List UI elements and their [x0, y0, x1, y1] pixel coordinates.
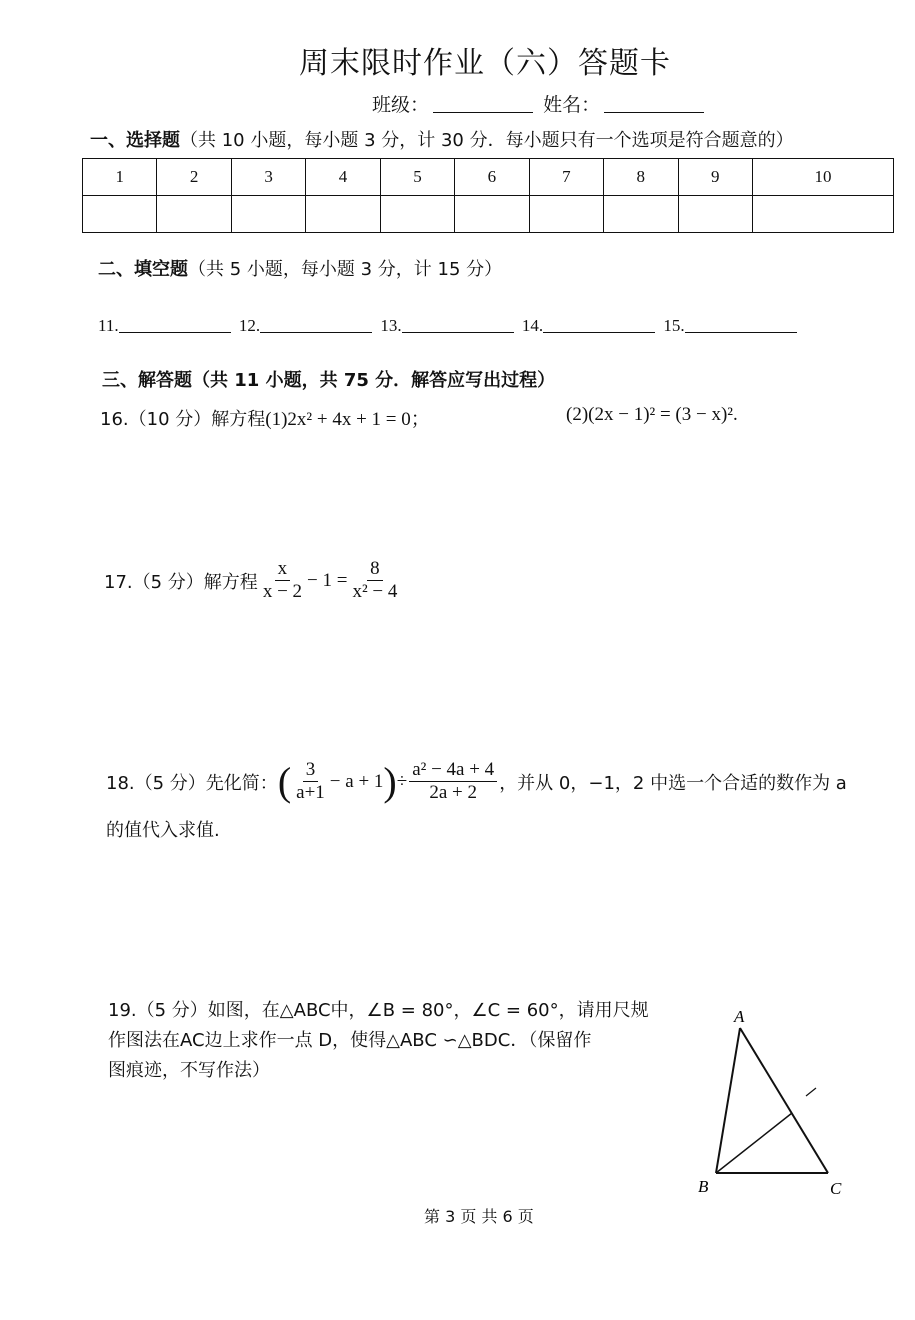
section3-heading [102, 366, 555, 392]
triangle-abc-figure [690, 1000, 860, 1200]
q18-den1: a+1 [296, 782, 325, 803]
construction-line-bd [716, 1113, 792, 1173]
choice-answer-cell[interactable] [306, 196, 380, 233]
choice-number: 2 [157, 159, 231, 196]
question-16 [100, 404, 430, 431]
fill-item-label: 12. [238, 316, 261, 335]
q17-label: 17.（5 分）解方程 [104, 571, 258, 593]
class-label: 班级： [372, 94, 430, 116]
choice-answer-cell[interactable] [83, 196, 157, 233]
vertex-b-label: B [698, 1177, 709, 1196]
choice-number: 5 [380, 159, 454, 196]
q16-label: 16.（10 分）解方程 [100, 409, 266, 430]
choice-answer-row [83, 196, 894, 233]
fill-blank-row [98, 316, 801, 336]
choice-answer-cell[interactable] [604, 196, 678, 233]
choice-number-row [83, 159, 894, 196]
choice-answer-cell[interactable] [529, 196, 603, 233]
fill-item-label: 14. [521, 316, 544, 335]
fill-item-label: 11. [98, 316, 119, 335]
q17-den2: x² − 4 [352, 581, 398, 602]
q17-num2: 8 [367, 558, 383, 581]
question-16-part2 [566, 404, 738, 426]
question-19-line3: 图痕迹，不写作法） [108, 1060, 270, 1081]
vertex-c-label: C [830, 1179, 842, 1198]
student-info [372, 90, 708, 117]
choice-answer-cell[interactable] [678, 196, 752, 233]
q17-den1: x − 2 [262, 581, 303, 602]
question-18 [106, 758, 847, 805]
section1-title: 一、选择题 [90, 130, 180, 151]
q17-num1: x [275, 558, 291, 581]
q18-den2: 2a + 2 [429, 782, 478, 803]
q18-left-paren: ( [277, 759, 292, 804]
fill-blank-11[interactable] [119, 332, 231, 333]
q17-fraction-1 [260, 558, 305, 603]
side-ac [740, 1028, 828, 1173]
choice-answer-cell[interactable] [752, 196, 893, 233]
section1-heading [90, 126, 794, 152]
choice-answer-cell[interactable] [380, 196, 454, 233]
name-blank[interactable] [604, 112, 704, 113]
section1-desc: （共 10 小题，每小题 3 分，计 30 分．每小题只有一个选项是符合题意的） [180, 130, 794, 151]
choice-number: 1 [83, 159, 157, 196]
q18-div: ÷ [396, 770, 408, 792]
choice-answer-table [82, 158, 894, 233]
question-18-line2 [106, 816, 220, 842]
name-label: 姓名： [543, 94, 601, 116]
q16-part2: (2)(2x − 1)² = (3 − x)². [566, 404, 738, 425]
choice-number: 10 [752, 159, 893, 196]
section2-desc: （共 5 小题，每小题 3 分，计 15 分） [188, 259, 503, 280]
choice-answer-cell[interactable] [157, 196, 231, 233]
q18-fraction-1 [293, 759, 328, 804]
q18-line2: 的值代入求值. [106, 820, 220, 841]
q18-right-paren: ) [383, 759, 397, 804]
question-17 [104, 558, 402, 603]
section2-title: 二、填空题 [98, 259, 188, 280]
q18-tail: ，并从 0，−1，2 中选一个合适的数作为 a [499, 772, 847, 794]
q18-fraction-2 [409, 759, 497, 804]
section2-heading [98, 255, 502, 281]
construction-arc-mark [806, 1088, 816, 1096]
choice-number: 7 [529, 159, 603, 196]
fill-item-label: 13. [380, 316, 402, 335]
choice-number: 8 [604, 159, 678, 196]
side-ab [716, 1028, 740, 1173]
vertex-a-label: A [734, 1007, 745, 1026]
q18-num1: 3 [303, 759, 319, 782]
choice-answer-cell[interactable] [455, 196, 529, 233]
page-title: 周末限时作业（六）答题卡 [299, 46, 671, 81]
fill-blank-14[interactable] [543, 332, 655, 333]
section3-title: 三、解答题（共 11 小题，共 75 分．解答应写出过程） [102, 370, 556, 391]
choice-number: 3 [231, 159, 305, 196]
fill-item-label: 15. [663, 316, 685, 335]
fill-blank-15[interactable] [685, 332, 797, 333]
q18-num2: a² − 4a + 4 [409, 759, 497, 782]
choice-number: 4 [306, 159, 380, 196]
q17-fraction-2 [349, 558, 400, 603]
class-blank[interactable] [433, 112, 533, 113]
question-19-line1: 19.（5 分）如图，在△ABC中，∠B = 80°，∠C = 60°，请用尺规 [108, 1000, 649, 1021]
q18-mid: − a + 1 [329, 770, 384, 792]
fill-blank-13[interactable] [402, 332, 514, 333]
q17-mid: − 1 = [307, 569, 348, 591]
q16-part1: (1)2x² + 4x + 1 = 0； [265, 409, 430, 430]
q18-label: 18.（5 分）先化简： [106, 772, 278, 794]
choice-number: 9 [678, 159, 752, 196]
page-footer: 第 3 页 共 6 页 [424, 1207, 534, 1226]
choice-answer-cell[interactable] [231, 196, 305, 233]
question-19-line2: 作图法在AC边上求作一点 D，使得△ABC ∽△BDC．（保留作 [108, 1030, 592, 1051]
choice-number: 6 [455, 159, 529, 196]
fill-blank-12[interactable] [260, 332, 372, 333]
